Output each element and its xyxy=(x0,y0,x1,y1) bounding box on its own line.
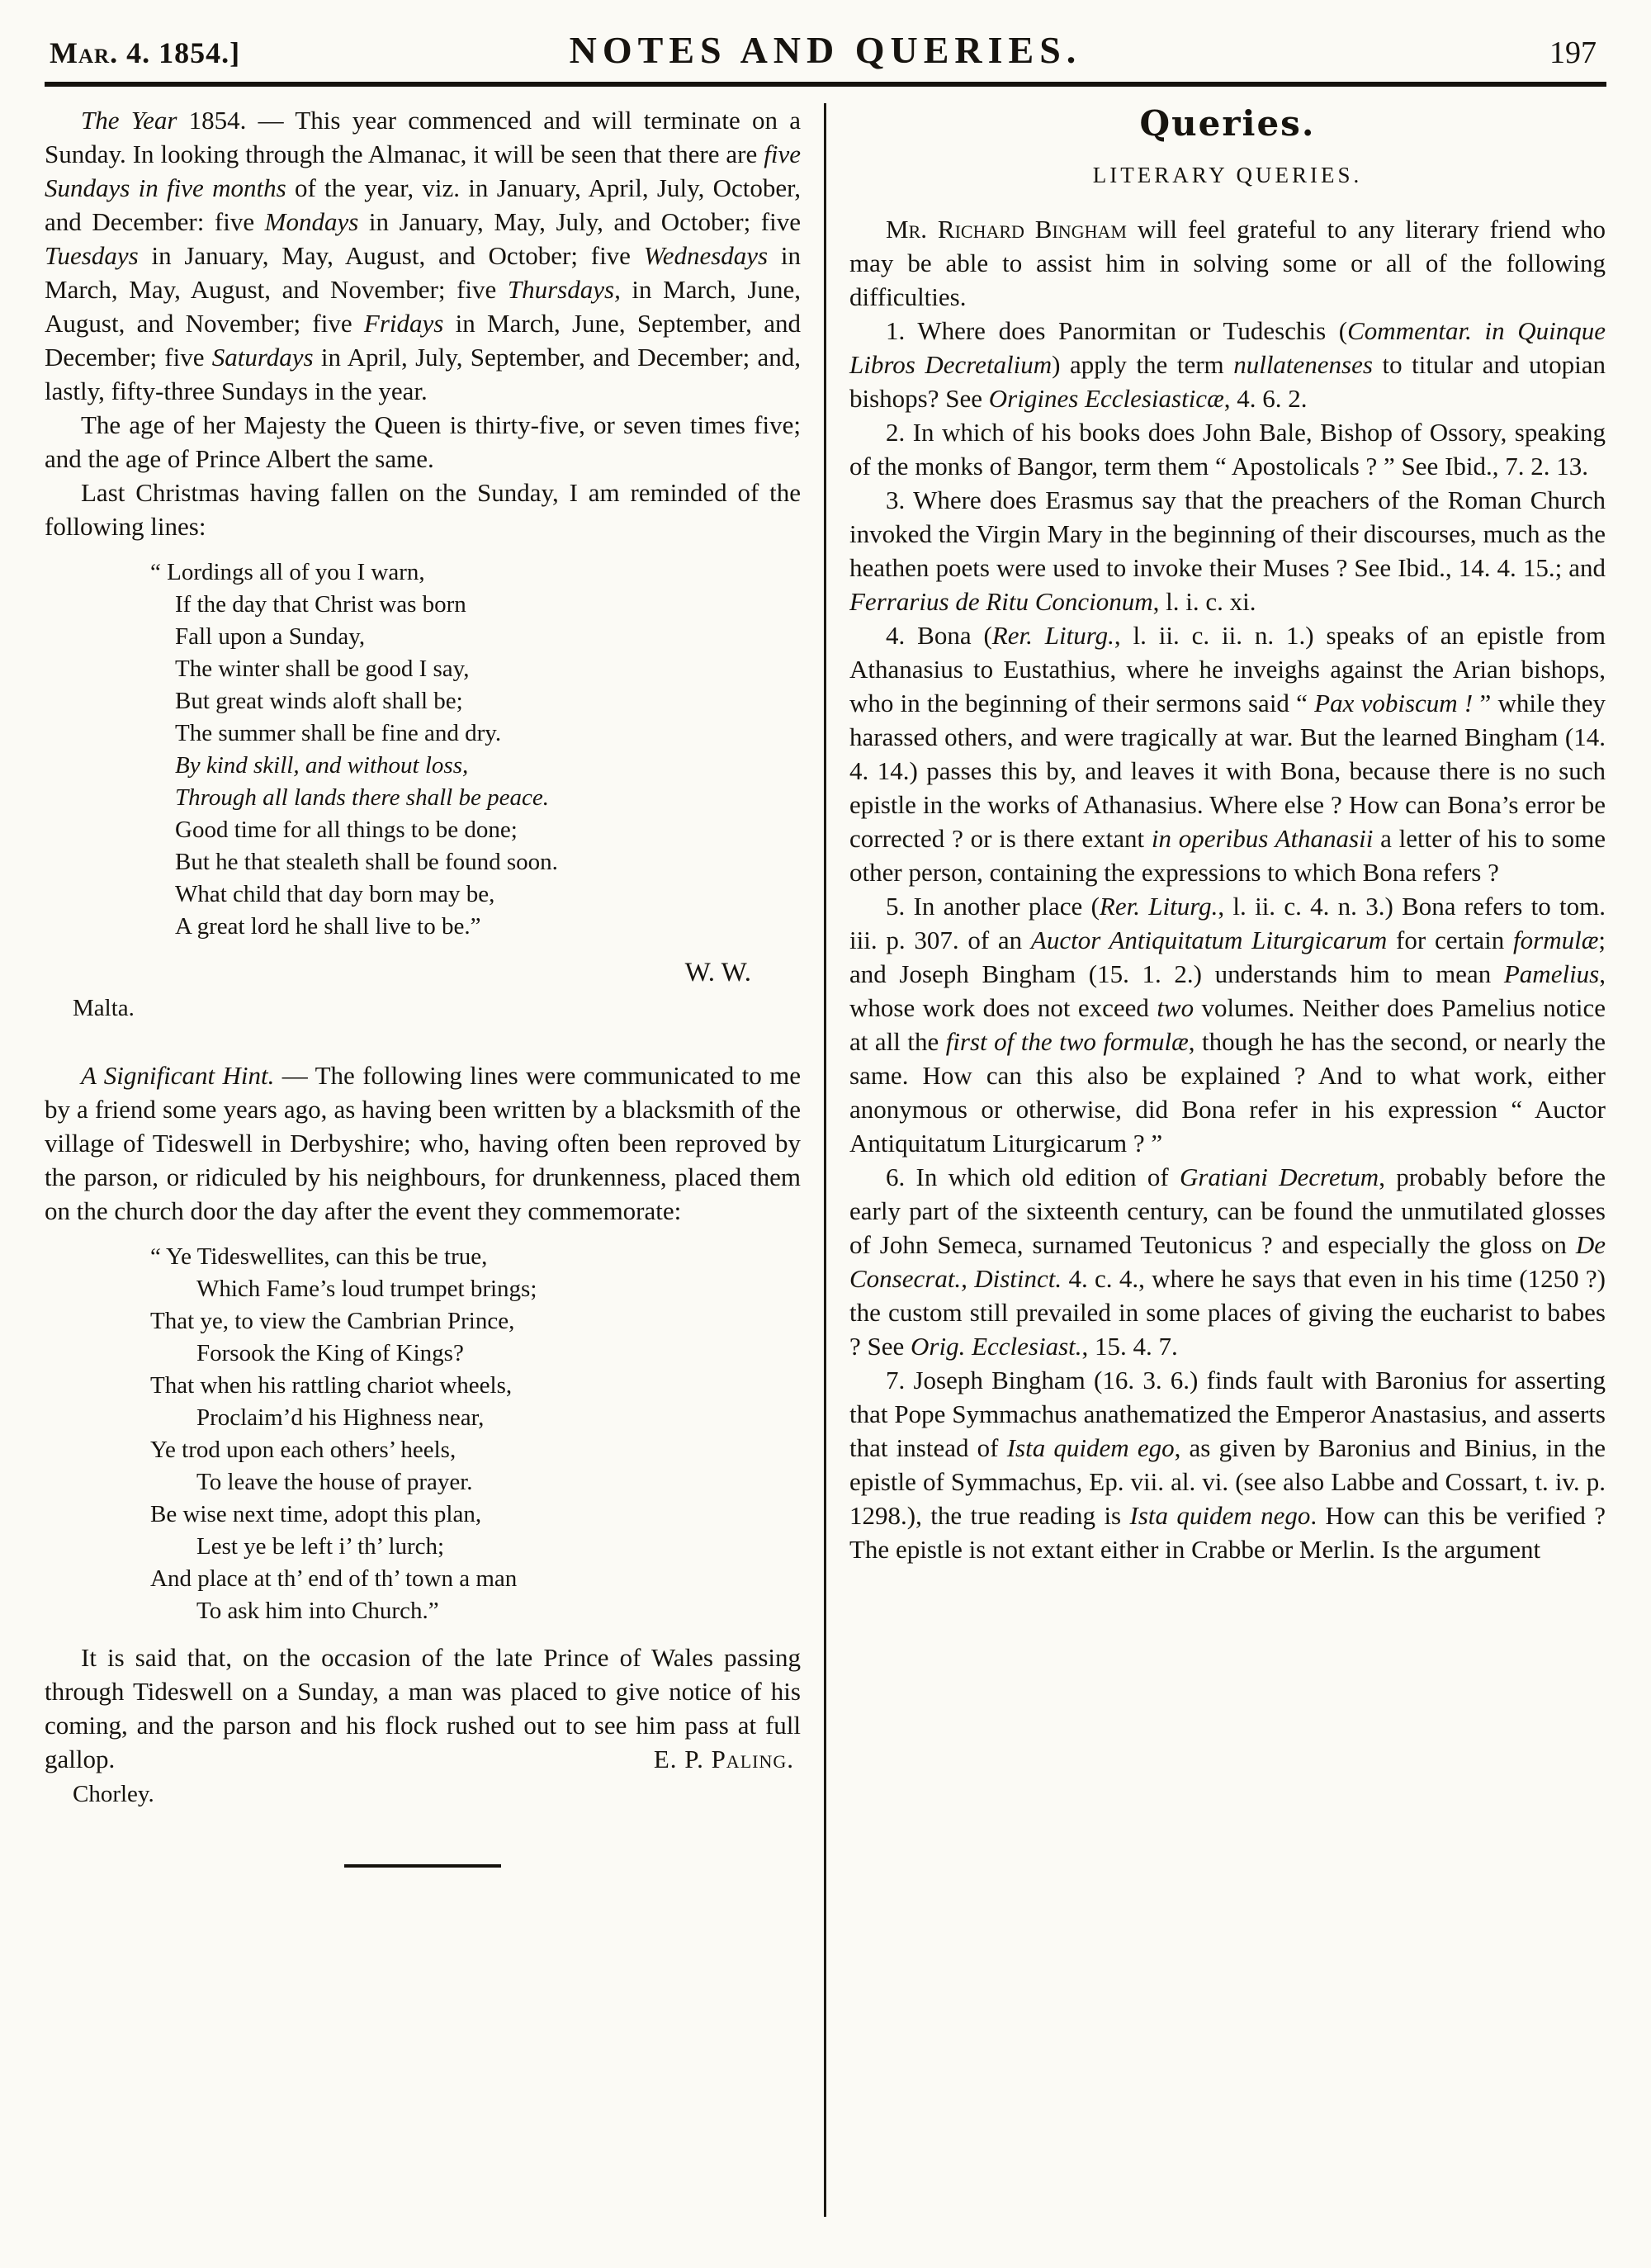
poem-line xyxy=(150,911,801,943)
text-run: Rer. Liturg. xyxy=(991,621,1114,650)
text-run: Fall upon a Sunday, xyxy=(175,623,366,650)
poem-line xyxy=(150,1434,801,1466)
paragraph xyxy=(849,212,1606,314)
text-run: a letter of his to some other person, containing the expressions to which Bona refers ? xyxy=(849,824,1606,887)
paragraph xyxy=(45,103,801,408)
text-run: Ista quidem ego xyxy=(1006,1433,1175,1462)
text-run: Fridays xyxy=(363,309,444,338)
text-run: The Year xyxy=(81,106,177,135)
text-run: Commentar. in Quinque Libros Decretalium xyxy=(849,316,1606,379)
right-column-blocks xyxy=(849,212,1606,1566)
poem-line xyxy=(150,1370,801,1402)
text-run: 4. Bona ( xyxy=(886,621,992,650)
text-run: first of the two formulæ xyxy=(945,1027,1189,1056)
text-run: in April, July, September, and December; and, lastly, fifty-three Sundays in the year. xyxy=(45,343,801,405)
poem-line xyxy=(150,653,801,685)
literary-queries-subheading: LITERARY QUERIES. xyxy=(1092,163,1363,187)
text-run: 2. In which of his books does John Bale, Bishop of Ossory, speaking of the monks of Bangor, term them “ Apostolicals ? ” See Ibid., 7. 2. 13. xyxy=(849,418,1606,481)
author-signature: W. W. xyxy=(684,958,751,987)
poem-line xyxy=(150,589,801,621)
text-run: It is said that, on the occasion of the late Prince of Wales passing through Tideswell on a Sunday, a man was placed to give notice of his coming, and the parson and his flock rushed out to see him pass at full gallop. xyxy=(45,1643,801,1773)
text-run: To leave the house of prayer. xyxy=(196,1469,473,1495)
text-run: To ask him into Church.” xyxy=(196,1598,439,1624)
text-run: ; and Joseph Bingham (15. 1. 2.) understands him to mean xyxy=(849,926,1606,988)
text-run: De Consecrat., Distinct. xyxy=(849,1230,1606,1293)
poem-line xyxy=(150,717,801,750)
text-run: Ye trod upon each others’ heels, xyxy=(150,1437,457,1463)
paragraph xyxy=(849,1160,1606,1363)
text-run: A great lord he shall live to be.” xyxy=(175,913,481,940)
poem-line xyxy=(150,1402,801,1434)
text-run: Pamelius xyxy=(1503,959,1600,988)
text-run: Ferrarius de Ritu Concionum xyxy=(849,587,1153,616)
left-column xyxy=(45,103,801,2217)
text-run: , 4. 6. 2. xyxy=(1223,384,1308,413)
poem-line xyxy=(150,1499,801,1531)
paragraph xyxy=(849,415,1606,483)
text-run: of the year, viz. in January, April, July, October, and December: five xyxy=(45,173,801,236)
text-run: Auctor Antiquitatum Liturgicarum xyxy=(1030,926,1388,954)
text-run: Pax vobiscum ! xyxy=(1314,689,1474,717)
text-run: , l. i. c. xi. xyxy=(1152,587,1256,616)
text-run: formulæ xyxy=(1513,926,1599,954)
text-run: in March, June, September, and December; five xyxy=(45,309,801,372)
text-run: Last Christmas having fallen on the Sunday, I am reminded of the following lines: xyxy=(45,478,801,541)
text-run: volumes. Neither does Pamelius notice at all the xyxy=(849,993,1606,1056)
section-end-rule xyxy=(344,1864,501,1868)
text-run: nullatenenses xyxy=(1233,350,1373,379)
text-run: Ista quidem nego xyxy=(1129,1501,1311,1530)
poem-line xyxy=(150,814,801,846)
text-run: Through all lands there shall be peace. xyxy=(175,784,549,811)
text-run: ) apply the term xyxy=(1052,350,1234,379)
text-run: By kind skill, and without loss, xyxy=(175,752,469,779)
paragraph xyxy=(849,314,1606,415)
text-run: five Sundays in five months xyxy=(45,140,801,202)
text-run: Wednesdays xyxy=(643,241,769,270)
text-run: ” while they harassed others, and were tragically at war. But the learned Bingham (14. 4. 14.) passes this by, and leaves it with Bona, because there is no such epistle in the works of Athanasius. Where else ? How can Bona’s error be corrected ? or is there extant xyxy=(849,689,1606,853)
text-run: What child that day born may be, xyxy=(175,881,495,907)
text-run: , probably before the early part of the sixteenth century, can be found the unmutilated glosses of John Semeca, surnamed Teutonicus ? and especially the gloss on xyxy=(849,1162,1606,1259)
text-run: The winter shall be good I say, xyxy=(175,656,470,682)
text-run: The age of her Majesty the Queen is thirty-five, or seven times five; and the age of Prince Albert the same. xyxy=(45,410,801,473)
place-line: Chorley. xyxy=(73,1781,154,1807)
text-run: 7. Joseph Bingham (16. 3. 6.) finds fault with Baronius for asserting that Pope Symmachus anathematized the Emperor Anastasius, and asserts that instead of xyxy=(849,1366,1606,1462)
poem-line xyxy=(150,1241,801,1273)
text-run: 4. c. 4., where he says that even in his time (1250 ?) the custom still prevailed in some places of giving the eucharist to babes ? See xyxy=(849,1264,1606,1361)
queries-section-heading: Queries. xyxy=(1139,103,1316,144)
text-run: But he that stealeth shall be found soon. xyxy=(175,849,558,875)
text-run: in March, May, August, and November; five xyxy=(45,241,801,304)
text-run: , though he has the second, or nearly the same. How can this also be explained ? And to what work, either anonymous or otherwise, did Bona refer in his expression “ Auctor Antiquitatum Liturgicarum ? ” xyxy=(849,1027,1606,1158)
text-run: Orig. Ecclesiast. xyxy=(911,1332,1082,1361)
text-run: And place at th’ end of th’ town a man xyxy=(150,1565,518,1592)
text-run: , l. ii. c. ii. n. 1.) speaks of an epistle from Athanasius to Eustathius, where he inveighs against the Arian bishops, who in the beginning of their sermons said “ xyxy=(849,621,1606,717)
columns xyxy=(45,103,1606,2217)
poem-line xyxy=(150,878,801,911)
masthead-page-number: 197 xyxy=(1549,36,1597,70)
masthead xyxy=(45,21,1606,73)
poem-line xyxy=(150,1305,801,1338)
poem xyxy=(150,1241,801,1627)
poem-line xyxy=(150,846,801,878)
text-run: 1. Where does Panormitan or Tudeschis ( xyxy=(886,316,1348,345)
poem-line xyxy=(150,1273,801,1305)
poem-line xyxy=(150,1338,801,1370)
text-run: But great winds aloft shall be; xyxy=(175,688,463,714)
text-run: 6. In which old edition of xyxy=(886,1162,1180,1191)
text-run: Mr. Richard Bingham xyxy=(886,215,1127,244)
text-run: , l. ii. c. 4. n. 3.) Bona refers to tom. iii. p. 307. of an xyxy=(849,892,1606,954)
poem-line xyxy=(150,782,801,814)
text-run: “ Lordings all of you I warn, xyxy=(150,559,425,585)
text-run: A Significant Hint. xyxy=(81,1061,275,1090)
poem-line xyxy=(150,556,801,589)
text-run: , 15. 4. 7. xyxy=(1081,1332,1178,1361)
paragraph xyxy=(849,1363,1606,1566)
text-run: Gratiani Decretum xyxy=(1180,1162,1379,1191)
paragraph xyxy=(849,889,1606,1160)
paragraph xyxy=(45,476,801,543)
poem xyxy=(150,556,801,943)
text-run: Tuesdays xyxy=(45,241,139,270)
text-run: , as given by Baronius and Binius, in the epistle of Symmachus, Ep. vii. al. vi. (see also Labbe and Cossart, t. iv. p. 1298.), the true reading is xyxy=(849,1433,1606,1530)
text-run: in March, June, August, and November; five xyxy=(45,275,801,338)
right-column xyxy=(849,103,1606,2217)
masthead-date: Mar. 4. 1854.] xyxy=(50,36,241,69)
text-run: Be wise next time, adopt this plan, xyxy=(150,1501,482,1527)
text-run: That ye, to view the Cambrian Prince, xyxy=(150,1308,515,1334)
text-run: in operibus Athanasii xyxy=(1151,824,1374,853)
paragraph xyxy=(849,483,1606,618)
text-run: Origines Ecclesiasticæ xyxy=(988,384,1224,413)
text-run: 1854. — This year commenced and will terminate on a Sunday. In looking through the Almanac, it will be seen that there are xyxy=(45,106,801,168)
poem-line xyxy=(150,750,801,782)
text-run: Proclaim’d his Highness near, xyxy=(196,1404,485,1431)
poem-line xyxy=(150,1466,801,1499)
text-run: Thursdays, xyxy=(507,275,621,304)
text-run: If the day that Christ was born xyxy=(175,591,466,618)
text-run: two xyxy=(1157,993,1194,1022)
poem-line xyxy=(150,685,801,717)
paragraph xyxy=(45,408,801,476)
text-run: Good time for all things to be done; xyxy=(175,817,518,843)
masthead-rule xyxy=(45,82,1606,87)
poem-line xyxy=(150,1531,801,1563)
poem-line xyxy=(150,621,801,653)
text-run: Forsook the King of Kings? xyxy=(196,1340,464,1366)
text-run: in January, May, August, and October; five xyxy=(138,241,644,270)
paragraph xyxy=(45,1641,801,1776)
text-run: Which Fame’s loud trumpet brings; xyxy=(196,1276,537,1302)
paragraph xyxy=(45,1058,801,1228)
text-run: to titular and utopian bishops? See xyxy=(849,350,1606,413)
text-run: “ Ye Tideswellites, can this be true, xyxy=(150,1243,488,1270)
text-run: 5. In another place ( xyxy=(886,892,1100,921)
text-run: Rer. Liturg. xyxy=(1099,892,1218,921)
text-run: 3. Where does Erasmus say that the preachers of the Roman Church invoked the Virgin Mary in the beginning of their discourses, much as the heathen poets were used to invoke their Muses ? See Ibid., 14. 4. 15.; and xyxy=(849,485,1606,582)
column-divider xyxy=(824,103,826,2217)
poem-line xyxy=(150,1563,801,1595)
text-run: — The following lines were communicated to me by a friend some years ago, as having been written by a blacksmith of the village of Tideswell in Derbyshire; who, having often been reproved by the parson, or ridiculed by his neighbours, for drunkenness, placed them on the church door the day after the event they commemorate: xyxy=(45,1061,802,1225)
paragraph xyxy=(849,618,1606,889)
text-run: The summer shall be fine and dry. xyxy=(175,720,502,746)
text-run: will feel grateful to any literary friend who may be able to assist him in solving some or all of the following difficulties. xyxy=(849,215,1606,311)
masthead-title: NOTES AND QUERIES. xyxy=(569,29,1082,71)
poem-line xyxy=(150,1595,801,1627)
text-run: Mondays xyxy=(264,207,359,236)
author-signature: E. P. Paling. xyxy=(653,1745,794,1773)
text-run: in January, May, July, and October; five xyxy=(358,207,802,236)
text-run: That when his rattling chariot wheels, xyxy=(150,1372,513,1399)
text-run: , whose work does not exceed xyxy=(849,959,1606,1022)
text-run: . How can this be verified ? The epistle is not extant either in Crabbe or Merlin. Is the argument xyxy=(849,1501,1606,1564)
text-run: Lest ye be left i’ th’ lurch; xyxy=(196,1533,445,1560)
text-run: for certain xyxy=(1387,926,1514,954)
place-line: Malta. xyxy=(73,995,135,1021)
text-run: Saturdays xyxy=(211,343,314,372)
